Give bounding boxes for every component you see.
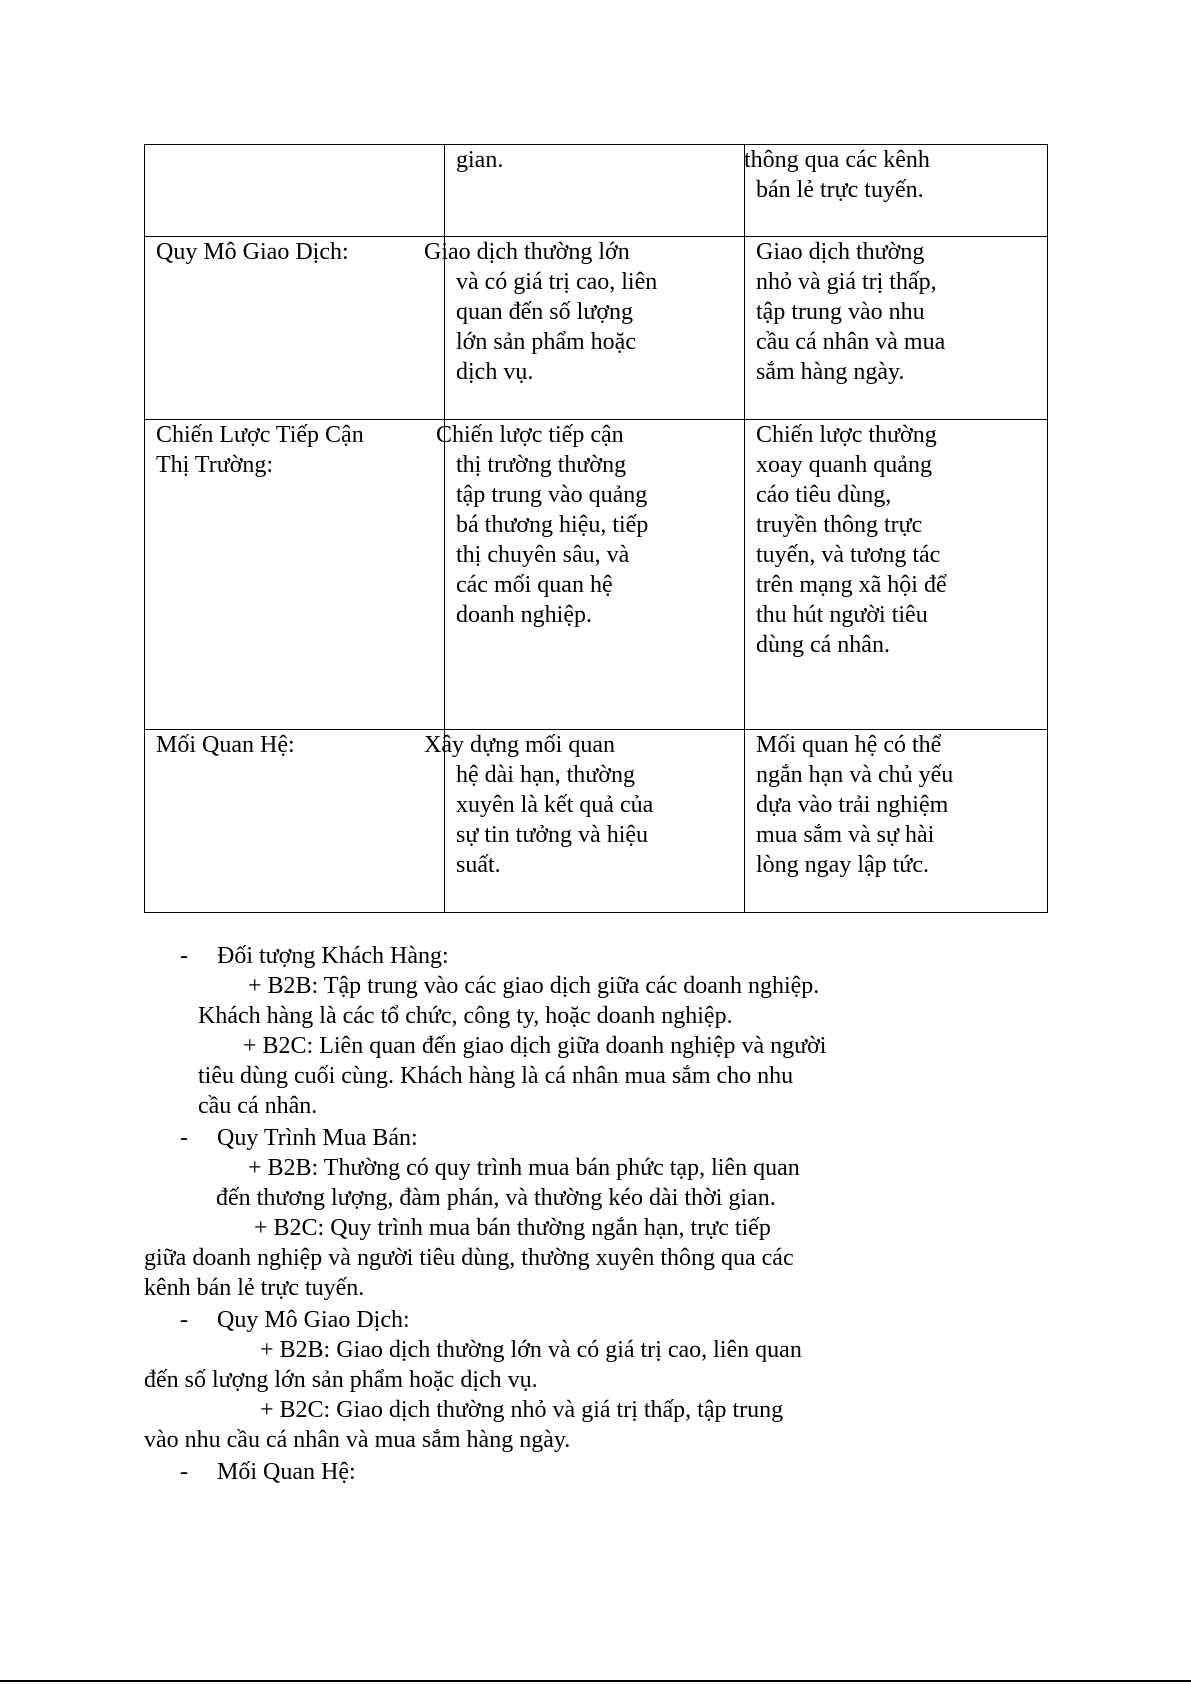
table-row (145, 730, 1048, 913)
list-heading: Quy Trình Mua Bán: (217, 1125, 418, 1151)
cell-text-line: truyền thông trực (756, 512, 923, 538)
cell-text-line: sự tin tưởng và hiệu (456, 822, 649, 848)
list-line: đến số lượng lớn sản phẩm hoặc dịch vụ. (144, 1367, 538, 1393)
cell-text-line: tập trung vào nhu (756, 299, 925, 325)
b2c-cell (745, 730, 1048, 913)
b2c-cell (745, 145, 1048, 237)
b2b-cell (424, 730, 745, 913)
cell-text-line: xoay quanh quảng (756, 452, 932, 478)
list-heading: Đối tượng Khách Hàng: (217, 943, 449, 969)
list-line: cầu cá nhân. (198, 1093, 318, 1119)
list-line: + B2B: Giao dịch thường lớn và có giá trị cao, liên quan (260, 1337, 802, 1363)
table-row (145, 420, 1048, 730)
cell-text-line: lớn sản phẩm hoặc (456, 329, 636, 355)
cell-text-line: Xây dựng mối quan (424, 732, 615, 758)
cell-text-line: hệ dài hạn, thường (456, 762, 635, 788)
cell-text-line: cáo tiêu dùng, (756, 482, 892, 508)
list-line: giữa doanh nghiệp và người tiêu dùng, thường xuyên thông qua các (144, 1245, 794, 1271)
cell-text-line: tập trung vào quảng (456, 482, 648, 508)
b2c-cell (745, 237, 1048, 420)
cell-text-line: cầu cá nhân và mua (756, 329, 946, 355)
list-line: vào nhu cầu cá nhân và mua sắm hàng ngày. (144, 1427, 571, 1453)
comparison-table (144, 144, 1048, 913)
table-row (145, 237, 1048, 420)
list-line: + B2B: Thường có quy trình mua bán phức tạp, liên quan (248, 1155, 800, 1181)
cell-text-line: trên mạng xã hội để (756, 572, 947, 598)
cell-text-line: gian. (456, 147, 504, 173)
cell-text-line: bán lẻ trực tuyến. (756, 177, 924, 203)
cell-text-line: dịch vụ. (456, 359, 534, 385)
row-label: Thị Trường: (156, 452, 274, 478)
cell-text-line: Mối quan hệ có thể (756, 732, 942, 758)
list-line: Khách hàng là các tổ chức, công ty, hoặc doanh nghiệp. (198, 1003, 733, 1029)
row-label-cell (145, 237, 445, 420)
cell-text-line: lòng ngay lập tức. (756, 852, 929, 878)
list-line: + B2C: Quy trình mua bán thường ngắn hạn, trực tiếp (254, 1215, 771, 1241)
cell-text-line: ngắn hạn và chủ yếu (756, 762, 954, 788)
table-row (145, 145, 1048, 237)
cell-text-line: Chiến lược tiếp cận (436, 422, 624, 448)
list-line: tiêu dùng cuối cùng. Khách hàng là cá nhân mua sắm cho nhu (198, 1063, 794, 1089)
cell-text-line: Chiến lược thường (756, 422, 937, 448)
cell-text-line: Giao dịch thường (756, 239, 925, 265)
row-label-cell (145, 730, 445, 913)
cell-text-line: thị chuyên sâu, và (456, 542, 630, 568)
bullet-dash: - (180, 1125, 188, 1151)
cell-text-line: thu hút người tiêu (756, 602, 928, 628)
b2b-cell (436, 420, 745, 730)
cell-text-line: và có giá trị cao, liên (456, 269, 658, 295)
list-line: + B2C: Giao dịch thường nhỏ và giá trị thấp, tập trung (260, 1397, 784, 1423)
list-heading: Mối Quan Hệ: (217, 1459, 356, 1485)
cell-text-line: bá thương hiệu, tiếp (456, 512, 649, 538)
page-bottom-rule (0, 1680, 1191, 1682)
cell-text-line: nhỏ và giá trị thấp, (756, 269, 937, 295)
cell-text-line: mua sắm và sự hài (756, 822, 935, 848)
cell-text-line: dựa vào trải nghiệm (756, 792, 949, 818)
bullet-dash: - (180, 1459, 188, 1485)
row-label-cell (145, 145, 445, 237)
b2c-cell (745, 420, 1048, 730)
cell-text-line: thị trường thường (456, 452, 627, 478)
cell-text-line: thông qua các kênh (744, 147, 930, 173)
list-line: đến thương lượng, đàm phán, và thường kéo dài thời gian. (216, 1185, 776, 1211)
row-label-cell (145, 420, 445, 730)
cell-text-line: tuyến, và tương tác (756, 542, 941, 568)
b2b-cell (445, 145, 745, 237)
bullet-dash: - (180, 1307, 188, 1333)
cell-text-line: xuyên là kết quả của (456, 792, 654, 818)
list-heading: Quy Mô Giao Dịch: (217, 1307, 410, 1333)
cell-text-line: suất. (456, 852, 501, 878)
cell-text-line: các mối quan hệ (456, 572, 613, 598)
row-label: Mối Quan Hệ: (156, 732, 295, 758)
cell-text-line: dùng cá nhân. (756, 632, 890, 658)
cell-text-line: quan đến số lượng (456, 299, 634, 325)
row-label: Chiến Lược Tiếp Cận (156, 422, 364, 448)
cell-text-line: sắm hàng ngày. (756, 359, 905, 385)
list-line: + B2C: Liên quan đến giao dịch giữa doanh nghiệp và người (243, 1033, 827, 1059)
row-label: Quy Mô Giao Dịch: (156, 239, 349, 265)
cell-text-line: doanh nghiệp. (456, 602, 592, 628)
bullet-dash: - (180, 943, 188, 969)
list-line: + B2B: Tập trung vào các giao dịch giữa các doanh nghiệp. (248, 973, 820, 999)
list-line: kênh bán lẻ trực tuyến. (144, 1275, 365, 1301)
cell-text-line: Giao dịch thường lớn (424, 239, 630, 265)
b2b-cell (424, 237, 745, 420)
